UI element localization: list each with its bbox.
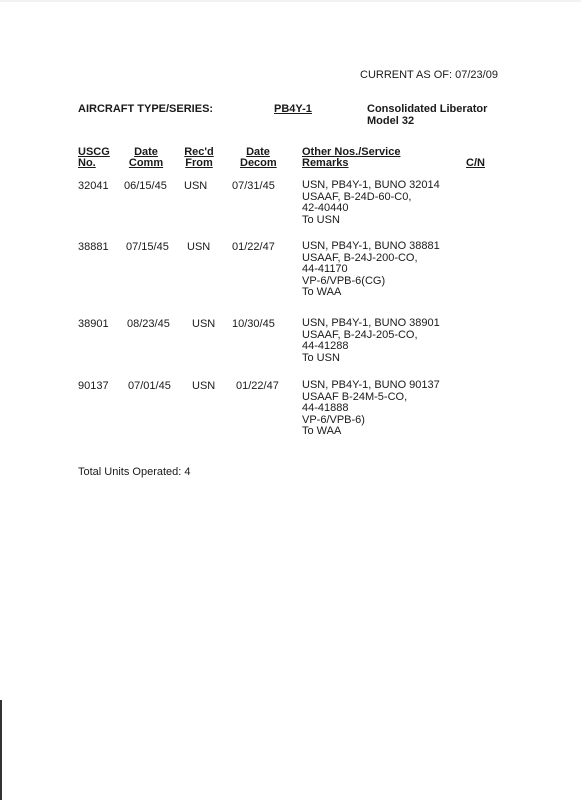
- date-comm-cell: 08/23/45: [127, 318, 170, 330]
- date-decom-cell: 01/22/47: [232, 241, 275, 253]
- date-decom-cell: 10/30/45: [232, 318, 275, 330]
- recd-from-cell: USN: [192, 380, 216, 392]
- column-header-date-decom: Date Decom: [240, 146, 277, 169]
- column-header-cn: C/N: [466, 157, 485, 169]
- aircraft-description-line1: Consolidated Liberator: [367, 103, 488, 115]
- total-units-operated: Total Units Operated: 4: [78, 466, 191, 478]
- aircraft-type-label: AIRCRAFT TYPE/SERIES:: [78, 103, 214, 115]
- date-comm-cell: 07/15/45: [126, 241, 169, 253]
- current-as-of: CURRENT AS OF: 07/23/09: [360, 69, 498, 81]
- column-header-recd-from: Rec'd From: [184, 146, 214, 169]
- date-decom-cell: 07/31/45: [232, 180, 275, 192]
- uscg-no-cell: 90137: [78, 380, 109, 392]
- aircraft-description-line2: Model 32: [367, 115, 415, 127]
- uscg-no-cell: 38881: [78, 241, 109, 253]
- date-comm-cell: 06/15/45: [124, 180, 167, 192]
- recd-from-cell: USN: [192, 318, 216, 330]
- uscg-no-cell: 32041: [78, 180, 109, 192]
- scan-edge: [0, 700, 2, 800]
- aircraft-type-value: PB4Y-1: [274, 103, 312, 115]
- scan-edge: [0, 0, 581, 2]
- uscg-no-cell: 38901: [78, 318, 109, 330]
- remarks-cell: USN, PB4Y-1, BUNO 90137 USAAF B-24M-5-CO, 44-41888 VP-6/VPB-6) To WAA: [302, 379, 440, 437]
- column-header-uscg-no: USCG No.: [78, 146, 110, 169]
- remarks-cell: USN, PB4Y-1, BUNO 32014 USAAF, B-24D-60-C0, 42-40440 To USN: [302, 179, 440, 226]
- recd-from-cell: USN: [187, 241, 211, 253]
- recd-from-cell: USN: [184, 180, 208, 192]
- column-header-other-nos-remarks: Other Nos./Service Remarks: [302, 146, 401, 169]
- remarks-cell: USN, PB4Y-1, BUNO 38901 USAAF, B-24J-205-CO, 44-41288 To USN: [302, 317, 440, 364]
- remarks-cell: USN, PB4Y-1, BUNO 38881 USAAF, B-24J-200-CO, 44-41170 VP-6/VPB-6(CG) To WAA: [302, 240, 440, 298]
- date-decom-cell: 01/22/47: [236, 380, 279, 392]
- date-comm-cell: 07/01/45: [128, 380, 171, 392]
- column-header-date-comm: Date Comm: [128, 146, 164, 169]
